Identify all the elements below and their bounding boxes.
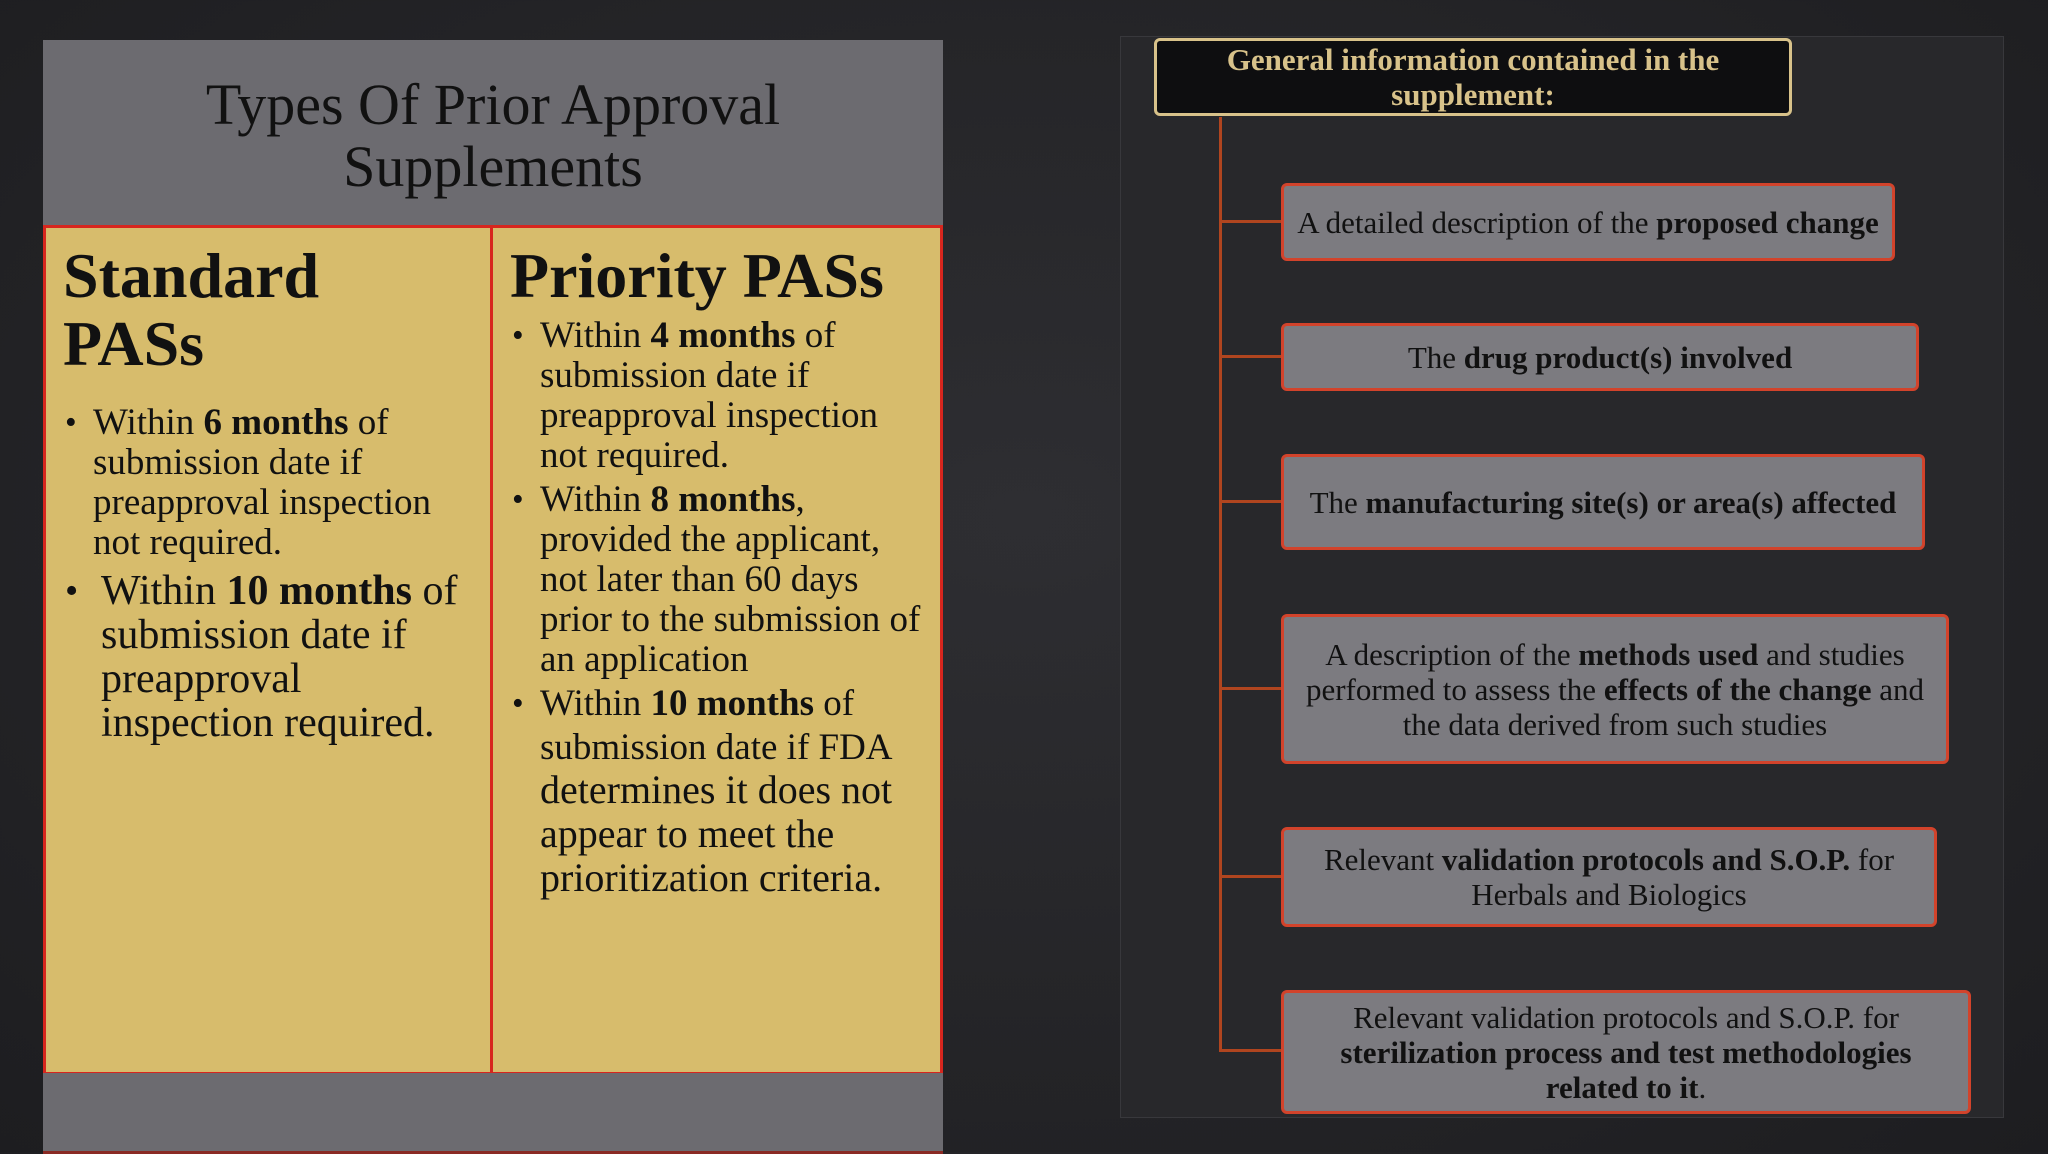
priority-pas-heading: Priority PASs: [510, 240, 884, 311]
item-emphasis: sterilization process and test methodologies related to it: [1340, 1034, 1912, 1105]
item-emphasis: effects of the change: [1603, 671, 1872, 707]
priority-pas-column: [493, 225, 943, 1075]
item-emphasis: proposed change: [1656, 204, 1879, 240]
item-text: A detailed description of the: [1297, 204, 1657, 240]
item-text: and studies performed to assess the: [1305, 636, 1905, 707]
info-item-methods-studies: [1281, 614, 1949, 764]
bullet-emphasis: 8 months: [650, 479, 796, 520]
bullet-text: , provided the applicant, not later than 60 days prior to the submission of an application: [540, 479, 921, 680]
info-item-text: [1294, 1000, 1958, 1105]
item-text: .: [1698, 1069, 1707, 1105]
info-item-text: [1297, 205, 1878, 240]
prior-approval-types-panel: [43, 40, 943, 1110]
bullet-emphasis: 4 months: [650, 315, 796, 356]
item-emphasis: drug product(s) involved: [1463, 339, 1793, 375]
bullet-emphasis: 10 months: [650, 683, 814, 724]
connector-branch: [1219, 500, 1283, 503]
bullet-text: Within: [540, 479, 651, 520]
item-text: Relevant validation protocols and S.O.P. for: [1353, 999, 1899, 1035]
title-line-2: Supplements: [343, 133, 643, 199]
item-emphasis: manufacturing site(s) or area(s) affected: [1365, 484, 1897, 520]
item-emphasis: methods used: [1578, 636, 1759, 672]
title-line-1: Types Of Prior Approval: [205, 71, 781, 137]
item-text: for Herbals and Biologics: [1471, 842, 1895, 912]
item-text: A description of the: [1325, 636, 1579, 672]
pas-columns: [43, 225, 943, 1075]
info-item-text: [1294, 637, 1936, 742]
bullet-text: of submission date if preapproval inspection not required.: [93, 402, 432, 563]
standard-heading-line-2: PASs: [63, 308, 205, 379]
info-item-drug-product: [1281, 323, 1919, 391]
standard-pas-bullets: [63, 403, 482, 745]
item-text: The: [1309, 484, 1366, 520]
info-item-sterilization: [1281, 990, 1971, 1114]
info-item-manufacturing-site: [1281, 454, 1925, 550]
bullet-text: determines it does not appear to meet the prioritization criteria.: [540, 767, 893, 900]
list-item: [63, 569, 482, 745]
info-item-text: [1310, 485, 1897, 520]
list-item: [510, 684, 932, 900]
item-text: and the data derived from such studies: [1402, 671, 1925, 742]
supplement-info-panel: [1120, 36, 2004, 1118]
supplement-info-title: General information contained in the supplement:: [1154, 38, 1792, 116]
bullet-text: of submission date if FDA: [540, 683, 893, 768]
bullet-emphasis: 10 months: [226, 568, 413, 614]
list-item: [63, 403, 482, 563]
connector-trunk: [1219, 117, 1222, 1050]
connector-branch: [1219, 355, 1283, 358]
page-title: [205, 71, 781, 199]
info-item-proposed-change: [1281, 183, 1895, 261]
list-item: [510, 480, 932, 680]
bullet-text: Within: [101, 568, 227, 614]
panel-header: [43, 40, 943, 225]
item-text: The: [1407, 339, 1464, 375]
panel-footer: [43, 1073, 943, 1154]
priority-pas-bullets: [510, 316, 932, 904]
info-item-text: [1408, 340, 1792, 375]
connector-branch: [1219, 1049, 1283, 1052]
connector-branch: [1219, 220, 1283, 223]
info-item-validation-protocols: [1281, 827, 1937, 927]
bullet-text: of submission date if preapproval inspection required.: [101, 568, 458, 746]
bullet-text: of submission date if preapproval inspection not required.: [540, 315, 879, 476]
standard-pas-heading: [63, 242, 480, 378]
info-item-text: [1294, 842, 1924, 912]
item-emphasis: validation protocols and S.O.P.: [1441, 842, 1851, 877]
connector-branch: [1219, 875, 1283, 878]
connector-branch: [1219, 687, 1283, 690]
list-item: [510, 316, 932, 476]
standard-pas-column: [43, 225, 493, 1075]
standard-heading-line-1: Standard: [63, 240, 320, 311]
item-text: Relevant: [1323, 842, 1442, 877]
bullet-text: Within: [93, 402, 204, 443]
bullet-emphasis: 6 months: [203, 402, 349, 443]
bullet-text: Within: [540, 683, 651, 724]
bullet-text: Within: [540, 315, 651, 356]
